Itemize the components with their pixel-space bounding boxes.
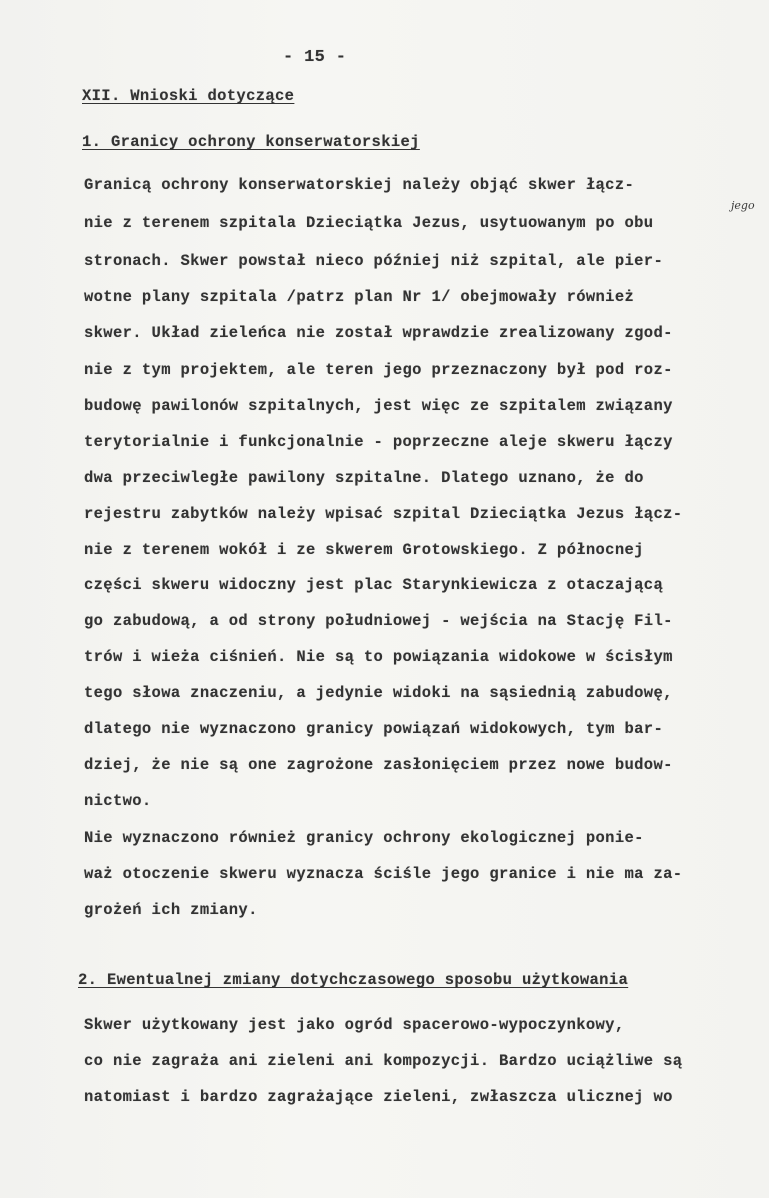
text-line: dlatego nie wyznaczono granicy powiązań widokowych, tym bar- <box>84 720 664 738</box>
text-line: nie z tym projektem, ale teren jego przeznaczony był pod roz- <box>84 361 673 379</box>
text-line: nie z terenem szpitala Dzieciątka Jezus, usytuowanym po obu <box>84 214 654 232</box>
text-line: skwer. Układ zieleńca nie został wprawdzie zrealizowany zgod- <box>84 324 673 342</box>
text-line: nie z terenem wokół i ze skwerem Grotowskiego. Z północnej <box>84 541 644 559</box>
text-line: rejestru zabytków należy wpisać szpital Dzieciątka Jezus łącz- <box>84 505 683 523</box>
text-line: wotne plany szpitala /patrz plan Nr 1/ obejmowały również <box>84 288 635 306</box>
text-line: budowę pawilonów szpitalnych, jest więc ze szpitalem związany <box>84 397 673 415</box>
text-line: trów i wieża ciśnień. Nie są to powiązania widokowe w ścisłym <box>84 648 673 666</box>
text-line: części skweru widoczny jest plac Starynkiewicza z otaczającą <box>84 576 664 594</box>
text-line: co nie zagraża ani zieleni ani kompozycji. Bardzo uciążliwe są <box>84 1052 683 1070</box>
handwritten-annotation: jego <box>731 199 755 212</box>
page-number: - 15 - <box>283 48 347 67</box>
text-line: tego słowa znaczeniu, a jedynie widoki na sąsiednią zabudowę, <box>84 684 673 702</box>
text-line: dwa przeciwległe pawilony szpitalne. Dlatego uznano, że do <box>84 469 644 487</box>
text-line: Skwer użytkowany jest jako ogród spacerowo-wypoczynkowy, <box>84 1016 625 1034</box>
text-line: stronach. Skwer powstał nieco później niż szpital, ale pier- <box>84 252 664 270</box>
text-line: go zabudową, a od strony południowej - wejścia na Stację Fil- <box>84 612 673 630</box>
text-line: terytorialnie i funkcjonalnie - poprzeczne aleje skweru łączy <box>84 433 673 451</box>
text-line: grożeń ich zmiany. <box>84 901 258 919</box>
subsection-title-2: 2. Ewentualnej zmiany dotychczasowego sposobu użytkowania <box>78 971 629 989</box>
text-line: natomiast i bardzo zagrażające zieleni, zwłaszcza ulicznej wo <box>84 1088 673 1106</box>
subsection-title-1: 1. Granicy ochrony konserwatorskiej <box>82 133 420 151</box>
text-line: Nie wyznaczono również granicy ochrony ekologicznej ponie- <box>84 829 644 847</box>
section-title: XII. Wnioski dotyczące <box>82 87 295 105</box>
text-line: nictwo. <box>84 792 152 810</box>
text-line: waż otoczenie skweru wyznacza ściśle jego granice i nie ma za- <box>84 865 683 883</box>
text-line: Granicą ochrony konserwatorskiej należy objąć skwer łącz- <box>84 176 635 194</box>
text-line: dziej, że nie są one zagrożone zasłonięciem przez nowe budow- <box>84 756 673 774</box>
